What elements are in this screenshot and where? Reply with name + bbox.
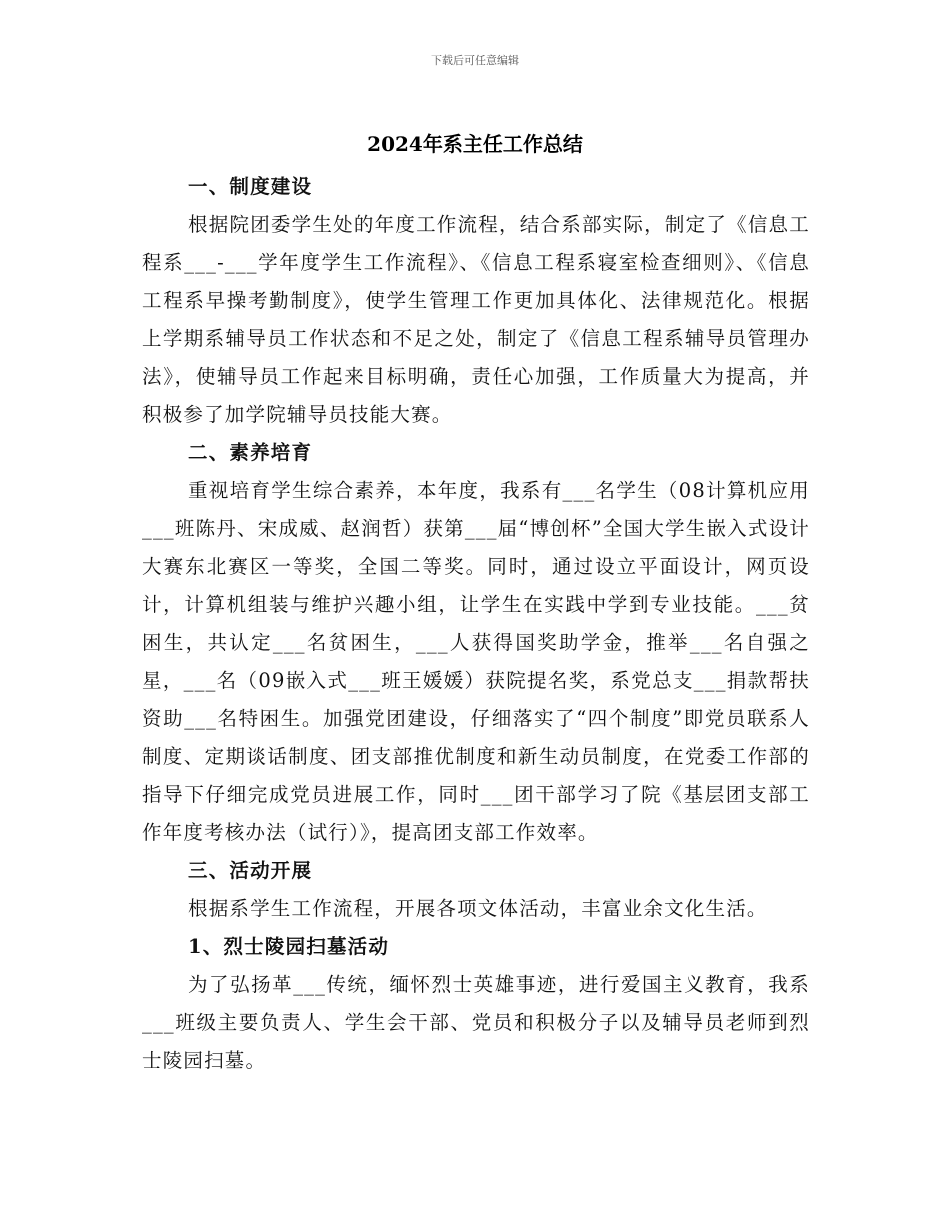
section-paragraph: 重视培育学生综合素养，本年度，我系有___名学生（08计算机应用___班陈丹、宋成威、赵润哲）获第___届“博创杯”全国大学生嵌入式设计大赛东北赛区一等奖，全国二等奖。同时，通过设立平面设计，网页设计，计算机组装与维护兴趣小组，让学生在实践中学到专业技能。___贫困生，共认定___名贫困生，___人获得国奖助学金，推举___名自强之星，___名（09嵌入式___班王媛媛）获院提名奖，系党总支___捐款帮扶资助___名特困生。加强党团建设，仔细落实了“四个制度”即党员联系人制度、定期谈话制度、团支部推优制度和新生动员制度，在党委工作部的指导下仔细完成党员进展工作，同时___团干部学习了院《基层团支部工作年度考核办法（试行）》，提高团支部工作效率。: [142, 479, 810, 844]
section-paragraph: 根据院团委学生处的年度工作流程，结合系部实际，制定了《信息工程系___-___学年度学生工作流程》、《信息工程系寝室检查细则》、《信息工程系早操考勤制度》，使学生管理工作更加具体化、法律规范化。根据上学期系辅导员工作状态和不足之处，制定了《信息工程系辅导员管理办法》，使辅导员工作起来目标明确，责任心加强，工作质量大为提高，并积极参了加学院辅导员技能大赛。: [142, 213, 810, 426]
section-heading: 一、制度建设: [188, 175, 313, 198]
section-heading: 三、活动开展: [188, 859, 313, 882]
header-note: 下载后可任意编辑: [431, 54, 519, 67]
section-heading: 二、素养培育: [188, 441, 313, 464]
document-title: 2024年系主任工作总结: [367, 132, 583, 156]
section-paragraph: 为了弘扬革___传统，缅怀烈士英雄事迹，进行爱国主义教育，我系___班级主要负责人、学生会干部、党员和积极分子以及辅导员老师到烈士陵园扫墓。: [142, 973, 810, 1072]
section-paragraph: 根据系学生工作流程，开展各项文体活动，丰富业余文化生活。: [188, 897, 768, 920]
document-body: [142, 168, 810, 1080]
subsection-heading: 1、烈士陵园扫墓活动: [188, 935, 390, 958]
